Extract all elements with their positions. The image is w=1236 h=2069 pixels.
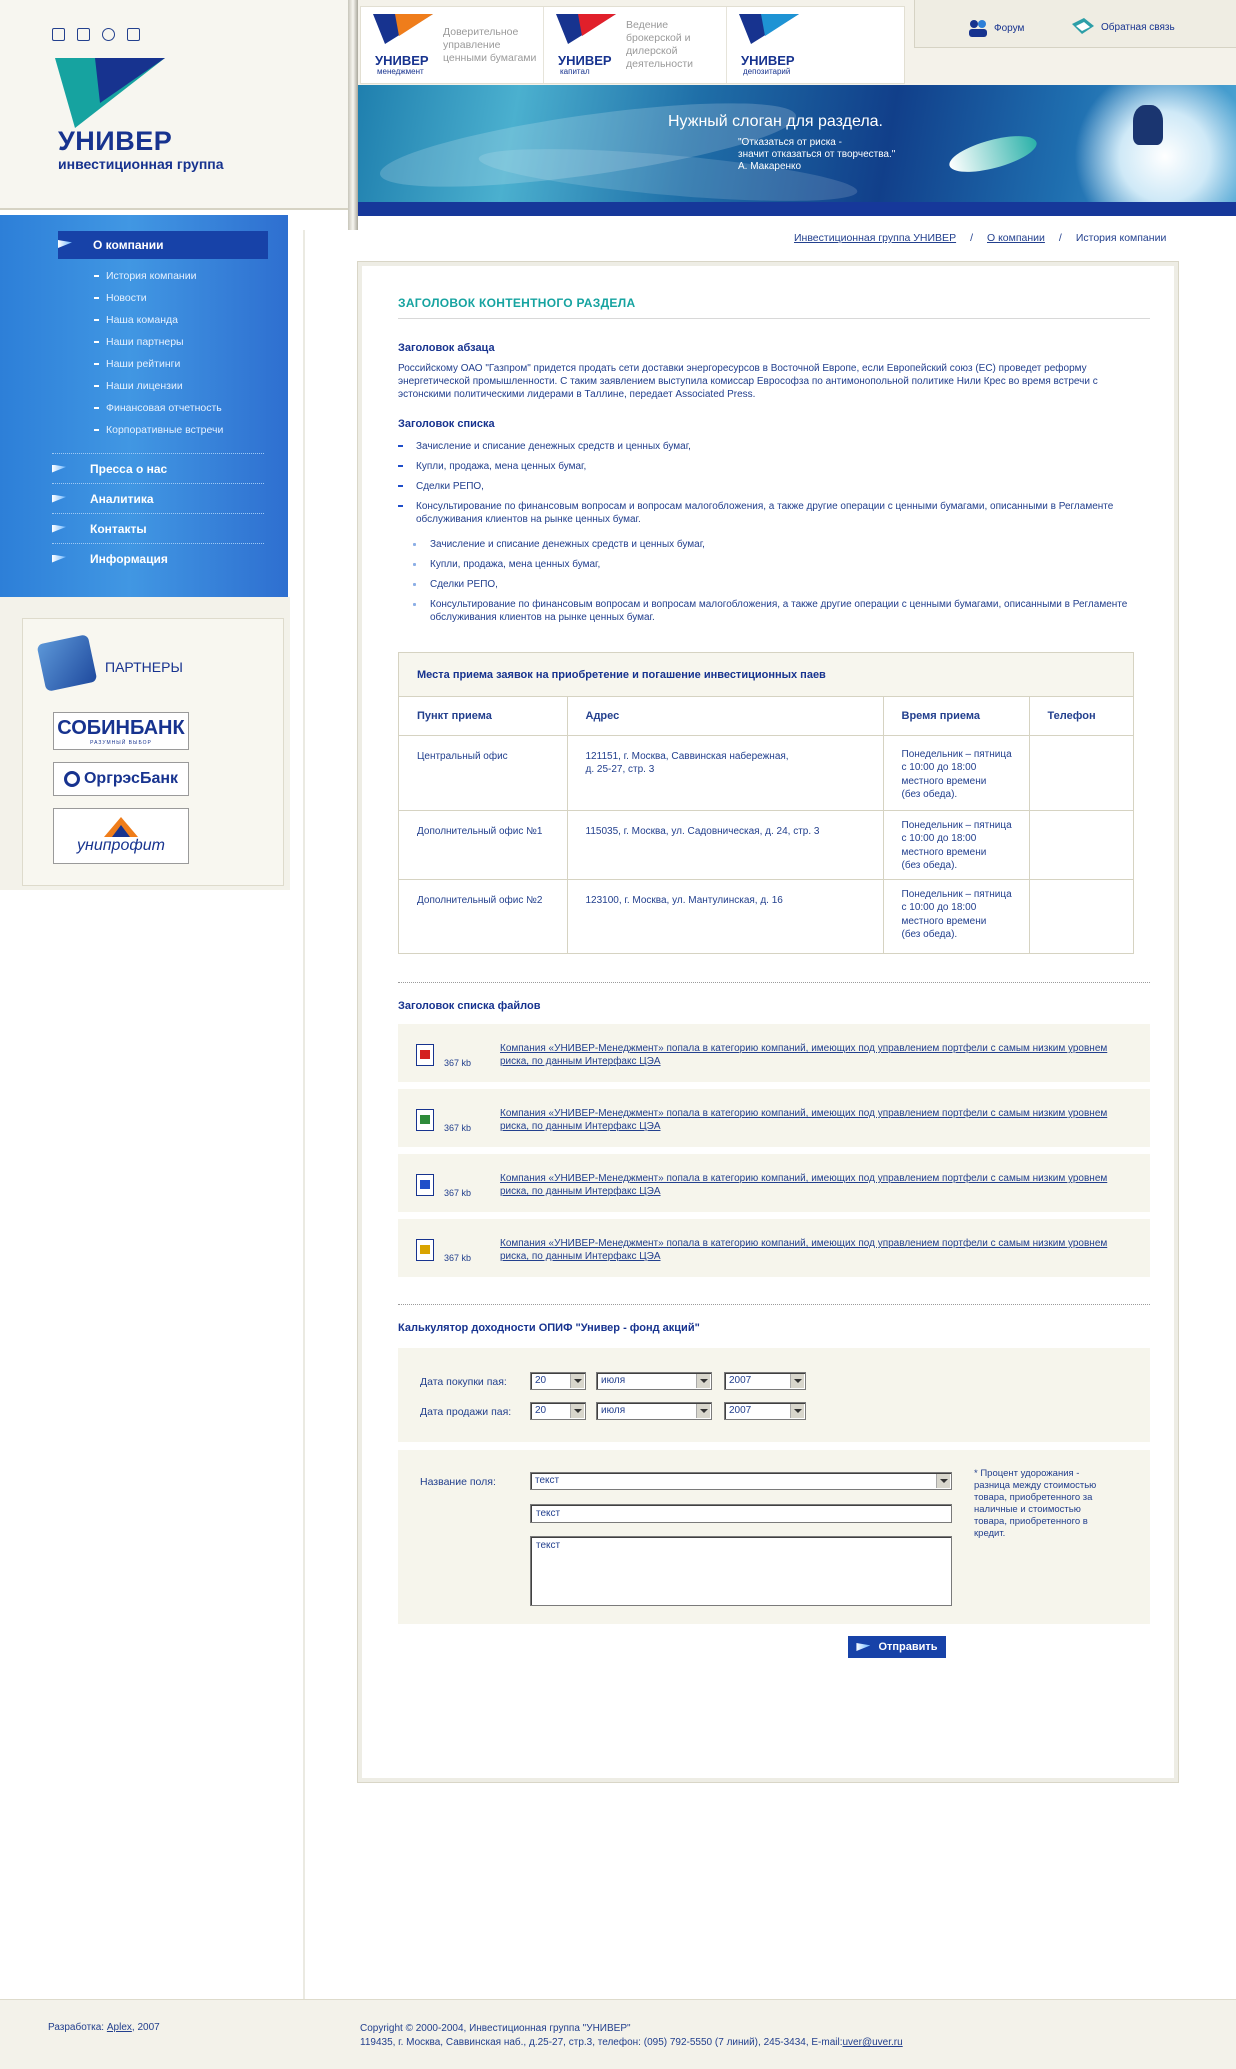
brand-depository[interactable] xyxy=(727,7,904,83)
brand-sub: менеджмент xyxy=(377,67,424,76)
list-item: Зачисление и списание денежных средств и ценных бумаг, xyxy=(398,440,1150,453)
select-value: 2007 xyxy=(729,1405,752,1416)
nav-item-label: Информация xyxy=(90,551,168,566)
table-row xyxy=(399,810,1133,879)
logo-subtitle: инвестиционная группа xyxy=(58,156,224,172)
company-brands xyxy=(360,6,905,84)
table-cell: Понедельник – пятница с 10:00 до 18:00 местного времени (без обеда). xyxy=(883,810,1029,879)
brand-name: УНИВЕР xyxy=(558,53,612,68)
pdf-icon[interactable] xyxy=(416,1044,434,1066)
text-input[interactable]: текст xyxy=(530,1504,952,1523)
paragraph-text: Российскому ОАО "Газпром" придется продать сети доставки энергоресурсов в Восточной Европе, если Европейский союз (ЕС) проведет реформу энергетической промышленности. С таким заявлением выступила комиссар Еврософза по антимонопольной политике Нили Крес во время встречи с эстонскими политическими лидерами в Таллине, передает Associated Press. xyxy=(398,363,1098,400)
table-cell: 123100, г. Москва, ул. Мантулинская, д. 16 xyxy=(567,879,883,953)
dotted-divider xyxy=(398,1304,1150,1305)
table-caption: Места приема заявок на приобретение и погашение инвестиционных паев xyxy=(399,653,1133,697)
list-item: Консультирование по финансовым вопросам и вопросам малогобложения, а также другие операции с ценными бумагами, описанными в Регламенте обслуживания клиентов на рынке ценных бумаг. xyxy=(398,500,1150,526)
table-cell xyxy=(1029,810,1133,879)
dash-icon xyxy=(94,385,99,387)
nav-item-press[interactable] xyxy=(52,453,264,483)
forum-link[interactable] xyxy=(967,18,1024,38)
nav-item-about[interactable] xyxy=(58,231,268,259)
list-item: Консультирование по финансовым вопросам и вопросам малогобложения, а также другие операции с ценными бумагами, описанными в Регламенте обслуживания клиентов на рынке ценных бумаг. xyxy=(412,598,1150,624)
subnav-label: Наша команда xyxy=(106,314,178,326)
banner-slogan: Нужный слоган для раздела. xyxy=(668,113,883,130)
chevron-down-icon xyxy=(696,1404,710,1418)
decorative-pole xyxy=(348,0,358,230)
select-value: 20 xyxy=(535,1405,547,1416)
table-cell: Дополнительный офис №2 xyxy=(399,879,567,953)
utility-bar xyxy=(914,0,1236,48)
nav-item-label: Контакты xyxy=(90,521,147,536)
form-panel xyxy=(398,1450,1150,1624)
subnav-item[interactable] xyxy=(94,287,223,309)
column-header: Пункт приема xyxy=(399,697,567,735)
brand-description: Доверительное управление ценными бумагами xyxy=(443,25,537,64)
word-icon[interactable] xyxy=(416,1174,434,1196)
list-item: Купли, продажа, мена ценных бумаг, xyxy=(398,460,1150,473)
subnav-item[interactable] xyxy=(94,353,223,375)
banner-stripe xyxy=(358,202,1236,216)
field-label: Название поля: xyxy=(420,1476,496,1488)
page-title: ЗАГОЛОВОК КОНТЕНТНОГО РАЗДЕЛА xyxy=(398,296,1150,319)
search-icon[interactable] xyxy=(102,28,115,41)
subnav-item[interactable] xyxy=(94,375,223,397)
email-link[interactable]: uver@uver.ru xyxy=(842,2037,903,2048)
flag-icon xyxy=(856,1643,870,1651)
select-value: июля xyxy=(601,1405,626,1416)
feedback-link[interactable] xyxy=(1070,18,1175,36)
chevron-down-icon xyxy=(570,1374,584,1388)
sell-month-select[interactable] xyxy=(596,1402,712,1420)
subnav-label: Наши рейтинги xyxy=(106,358,181,370)
nav-item-info[interactable] xyxy=(52,543,264,573)
file-item xyxy=(398,1219,1150,1277)
buy-year-select[interactable] xyxy=(724,1372,806,1390)
table-cell: 115035, г. Москва, ул. Садовническая, д. 24, стр. 3 xyxy=(567,810,883,879)
nav-item-analytics[interactable] xyxy=(52,483,264,513)
file-size: 367 kb xyxy=(444,1123,472,1133)
breadcrumb-separator: / xyxy=(970,232,973,244)
brand-sub: депозитарий xyxy=(743,67,791,76)
quote-author: А. Макаренко xyxy=(738,161,802,172)
sell-day-select[interactable] xyxy=(530,1402,586,1420)
dev-link[interactable]: Aplex xyxy=(106,2022,132,2033)
brand-capital[interactable] xyxy=(544,7,727,83)
brand-management[interactable] xyxy=(361,7,544,83)
buy-day-select[interactable] xyxy=(530,1372,586,1390)
file-link[interactable]: Компания «УНИВЕР-Менеджмент» попала в категорию компаний, имеющих под управлением портфели с самым низким уровнем риска, по данным Интерфакс ЦЭА xyxy=(500,1238,1108,1262)
subnav-item[interactable] xyxy=(94,397,223,419)
chevron-down-icon xyxy=(936,1474,950,1488)
submit-label: Отправить xyxy=(878,1641,938,1653)
file-link[interactable]: Компания «УНИВЕР-Менеджмент» попала в категорию компаний, имеющих под управлением портфели с самым низким уровнем риска, по данным Интерфакс ЦЭА xyxy=(500,1043,1108,1067)
submit-button[interactable] xyxy=(848,1636,946,1658)
file-link[interactable]: Компания «УНИВЕР-Менеджмент» попала в категорию компаний, имеющих под управлением портфели с самым низким уровнем риска, по данным Интерфакс ЦЭА xyxy=(500,1173,1108,1197)
select-value: 2007 xyxy=(729,1375,752,1386)
address-line xyxy=(360,2036,903,2050)
flag-icon xyxy=(58,240,72,248)
select-value: текст xyxy=(535,1475,560,1486)
main-navigation xyxy=(0,215,290,597)
chevron-down-icon xyxy=(696,1374,710,1388)
brand-triangle-icon xyxy=(373,14,433,44)
files-heading: Заголовок списка файлов xyxy=(398,1000,541,1012)
nested-bullet-list xyxy=(412,538,1150,631)
table-cell: Понедельник – пятница с 10:00 до 18:00 местного времени (без обеда). xyxy=(883,735,1029,810)
table-cell xyxy=(1029,879,1133,953)
chevron-down-icon xyxy=(790,1374,804,1388)
divider-line xyxy=(303,230,305,2000)
breadcrumb-link[interactable]: О компании xyxy=(987,232,1045,244)
column-header: Телефон xyxy=(1029,697,1133,735)
file-size: 367 kb xyxy=(444,1188,472,1198)
feedback-label: Обратная связь xyxy=(1101,21,1175,33)
subnav-label: Корпоративные встречи xyxy=(106,424,224,436)
banner-quote xyxy=(738,137,918,173)
flag-icon xyxy=(52,525,66,533)
subnav-label: История компании xyxy=(106,270,197,282)
table-cell: Понедельник – пятница с 10:00 до 18:00 местного времени (без обеда). xyxy=(883,879,1029,953)
form-note: * Процент удорожания - разница между стоимостью товара, приобретенного за наличные и стоимостью товара, приобретенного в кредит. xyxy=(974,1468,1097,1539)
dev-year: , 2007 xyxy=(131,2022,160,2033)
dash-icon xyxy=(94,319,99,321)
buy-month-select[interactable] xyxy=(596,1372,712,1390)
partner-logo-sobinbank[interactable] xyxy=(53,712,189,750)
brand-description: Ведение брокерской и дилерской деятельности xyxy=(626,19,693,70)
table-header-row xyxy=(399,697,1133,735)
dash-icon xyxy=(94,275,99,277)
partner-name: ОргрэсБанк xyxy=(83,770,179,787)
nav-item-contacts[interactable] xyxy=(52,513,264,543)
partner-name: унипрофит xyxy=(77,837,165,854)
breadcrumb-current: История компании xyxy=(1075,232,1167,244)
quote-line: значит отказаться от творчества." xyxy=(738,149,896,160)
mail-icon[interactable] xyxy=(52,28,65,41)
textarea[interactable]: текст xyxy=(530,1536,952,1606)
brand-logo xyxy=(373,14,435,76)
partner-name: СОБИНБАНК xyxy=(57,716,185,739)
copyright-text: Copyright © 2000-2004, Инвестиционная группа "УНИВЕР" xyxy=(360,2023,631,2034)
subnav-item[interactable] xyxy=(94,419,223,441)
home-icon[interactable] xyxy=(127,28,140,41)
list-item: Зачисление и списание денежных средств и ценных бумаг, xyxy=(412,538,1150,551)
address-text: 119435, г. Москва, Саввинская наб., д.25-27, стр.3, телефон: (095) 792-5550 (7 линий), 245-3434, E-mail: xyxy=(360,2037,843,2048)
subnav-label: Наши лицензии xyxy=(106,380,183,392)
nav-item-label: О компании xyxy=(93,238,164,252)
table-cell: 121151, г. Москва, Саввинская набережная, д. 25-27, стр. 3 xyxy=(567,735,883,810)
brand-logo xyxy=(739,14,801,76)
header xyxy=(0,0,1236,210)
breadcrumb-link[interactable]: Инвестиционная группа УНИВЕР xyxy=(794,232,957,244)
orgres-icon xyxy=(64,771,80,787)
list-item: Купли, продажа, мена ценных бумаг, xyxy=(412,558,1150,571)
brand-name: УНИВЕР xyxy=(741,53,795,68)
select-value: июля xyxy=(601,1375,626,1386)
dev-prefix: Разработка: xyxy=(48,2022,105,2033)
flag-icon xyxy=(52,465,66,473)
dash-icon xyxy=(94,429,99,431)
file-item xyxy=(398,1024,1150,1082)
sub-navigation xyxy=(94,265,223,441)
brand-triangle-icon xyxy=(556,14,616,44)
select-value: 20 xyxy=(535,1375,547,1386)
partner-logo-orgresbank[interactable] xyxy=(53,762,189,796)
partners-block xyxy=(22,618,284,886)
subnav-item[interactable] xyxy=(94,331,223,353)
table-cell xyxy=(1029,735,1133,810)
partners-title: ПАРТНЕРЫ xyxy=(105,659,183,675)
table xyxy=(399,697,1133,953)
dash-icon xyxy=(94,407,99,409)
forum-label: Форум xyxy=(994,22,1025,34)
table-cell: Дополнительный офис №1 xyxy=(399,810,567,879)
bullet-list xyxy=(398,440,1150,533)
sitemap-icon[interactable] xyxy=(77,28,90,41)
list-item: Сделки РЕПО, xyxy=(398,480,1150,493)
offices-table xyxy=(398,652,1134,954)
dash-icon xyxy=(94,341,99,343)
uniprofit-icon xyxy=(104,817,138,837)
sell-year-select[interactable] xyxy=(724,1402,806,1420)
table-row xyxy=(399,879,1133,953)
footer xyxy=(0,1999,1236,2069)
file-size: 367 kb xyxy=(444,1253,472,1263)
nav-sections xyxy=(52,453,264,573)
partner-tagline: РАЗУМНЫЙ ВЫБОР xyxy=(90,739,152,746)
brand-name: УНИВЕР xyxy=(375,53,429,68)
forum-icon xyxy=(967,18,989,38)
chevron-down-icon xyxy=(790,1404,804,1418)
file-item xyxy=(398,1089,1150,1147)
excel-icon[interactable] xyxy=(416,1109,434,1131)
breadcrumb-separator: / xyxy=(1058,232,1062,244)
subnav-label: Финансовая отчетность xyxy=(106,402,222,414)
field-select[interactable] xyxy=(530,1472,952,1490)
nav-item-label: Аналитика xyxy=(90,491,154,506)
paragraph-heading: Заголовок абзаца xyxy=(398,342,495,354)
brand-sub: капитал xyxy=(560,67,590,76)
breadcrumb xyxy=(794,232,1166,244)
copyright-block xyxy=(360,2022,903,2050)
table-row xyxy=(399,735,1133,810)
chevron-down-icon xyxy=(570,1404,584,1418)
dash-icon xyxy=(94,297,99,299)
subnav-label: Наши партнеры xyxy=(106,336,184,348)
flag-icon xyxy=(52,495,66,503)
content-area xyxy=(358,262,1178,1782)
brand-triangle-icon xyxy=(739,14,799,44)
file-size: 367 kb xyxy=(444,1058,472,1068)
developer-credit xyxy=(48,2022,160,2033)
list-heading: Заголовок списка xyxy=(398,418,495,430)
calculator-heading: Калькулятор доходности ОПИФ "Универ - фонд акций" xyxy=(398,1322,700,1334)
dash-icon xyxy=(94,363,99,365)
feedback-icon xyxy=(1070,18,1096,36)
file-link[interactable]: Компания «УНИВЕР-Менеджмент» попала в категорию компаний, имеющих под управлением портфели с самым низким уровнем риска, по данным Интерфакс ЦЭА xyxy=(500,1108,1108,1132)
list-item: Сделки РЕПО, xyxy=(412,578,1150,591)
column-header: Адрес xyxy=(567,697,883,735)
table-cell: Центральный офис xyxy=(399,735,567,810)
dotted-divider xyxy=(398,982,1150,983)
logo-area xyxy=(0,0,348,210)
buy-date-label: Дата покупки пая: xyxy=(420,1376,507,1388)
logo-triangle-icon xyxy=(55,58,165,128)
hero-banner xyxy=(358,85,1236,215)
quote-line: "Отказаться от риска - xyxy=(738,137,842,148)
archive-icon[interactable] xyxy=(416,1239,434,1261)
sidebar xyxy=(0,215,290,890)
subnav-label: Новости xyxy=(106,292,147,304)
brand-logo xyxy=(556,14,618,76)
subnav-item[interactable] xyxy=(94,265,223,287)
nav-item-label: Пресса о нас xyxy=(90,461,168,476)
sell-date-label: Дата продажи пая: xyxy=(420,1406,512,1418)
column-header: Время приема xyxy=(883,697,1029,735)
file-item xyxy=(398,1154,1150,1212)
calculator-panel xyxy=(398,1348,1150,1442)
logo-title[interactable]: УНИВЕР xyxy=(58,126,173,156)
flag-icon xyxy=(52,555,66,563)
surfboard-decoration xyxy=(946,129,1040,179)
briefcase-icon xyxy=(37,634,98,692)
partner-logo-uniprofit[interactable] xyxy=(53,808,189,864)
top-icons xyxy=(52,28,140,41)
subnav-item[interactable] xyxy=(94,309,223,331)
surfer-figure xyxy=(1133,105,1163,145)
